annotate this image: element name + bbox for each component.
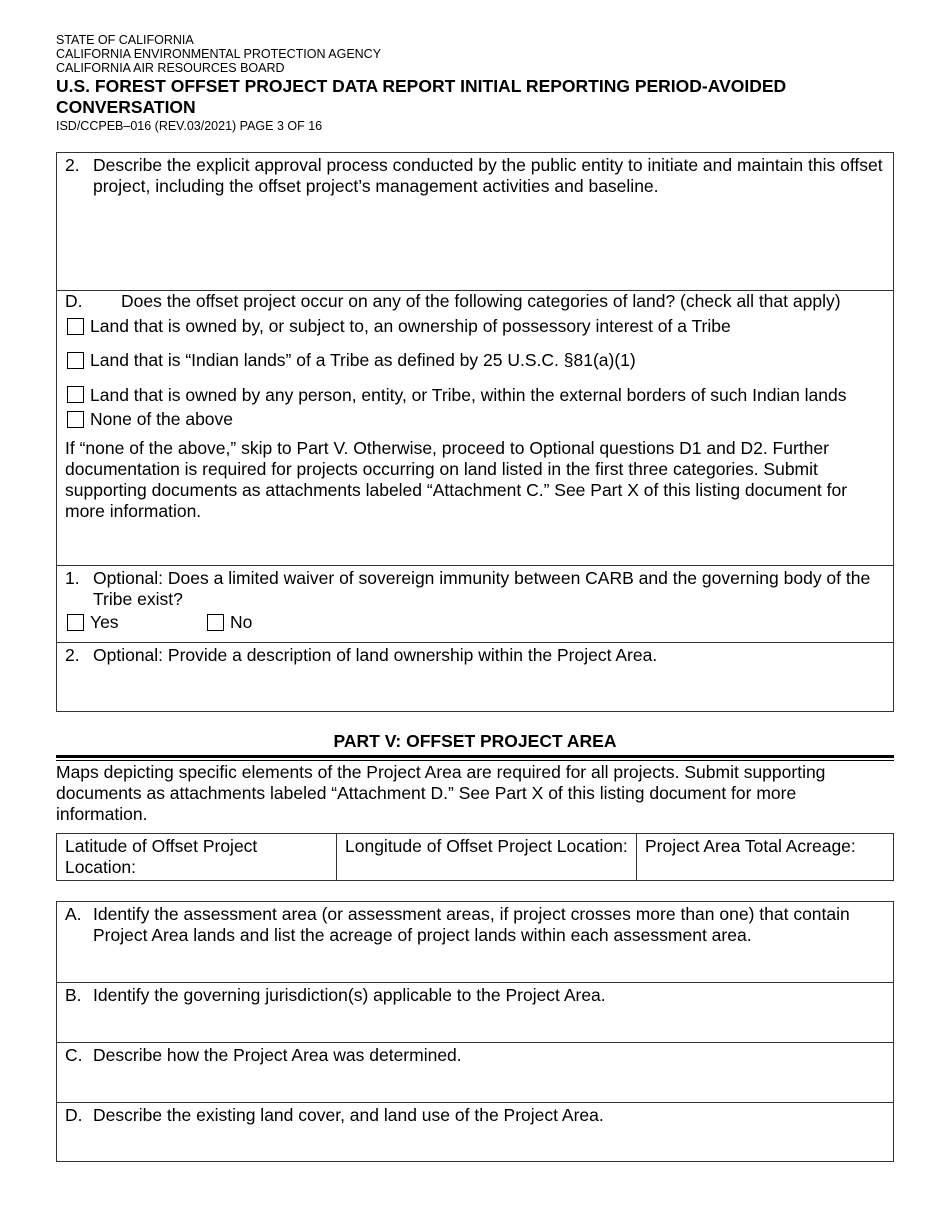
question-letter: B. — [65, 985, 82, 1005]
land-option-indian-lands[interactable] — [65, 350, 885, 371]
form-number: ISD/CCPEB–016 (REV.03/2021) PAGE 3 OF 16 — [56, 119, 323, 133]
acreage-field[interactable] — [637, 834, 894, 881]
question-letter: D. — [65, 1105, 83, 1125]
question-number: 2. — [65, 155, 80, 175]
checkbox-icon[interactable] — [67, 411, 84, 428]
question-text: Optional: Does a limited waiver of sovereign immunity between CARB and the governing body of the Tribe exist? — [93, 568, 871, 609]
question-number: 2. — [65, 645, 80, 665]
land-option-within-borders[interactable] — [65, 384, 885, 406]
question-text: Describe the existing land cover, and land use of the Project Area. — [93, 1105, 604, 1125]
question-d2-row[interactable] — [57, 643, 893, 711]
question-text: Optional: Provide a description of land ownership within the Project Area. — [93, 645, 658, 665]
option-no[interactable] — [205, 612, 252, 633]
checkbox-label: Land that is owned by, or subject to, an ownership of possessory interest of a Tribe — [90, 316, 731, 336]
option-label: Yes — [90, 612, 119, 632]
question-b-row[interactable] — [57, 983, 893, 1043]
question-c2-row[interactable] — [57, 153, 893, 291]
divider-thin — [56, 760, 894, 761]
checkbox-icon[interactable] — [67, 352, 84, 369]
checkbox-label: Land that is “Indian lands” of a Tribe as defined by 25 U.S.C. §81(a)(1) — [90, 350, 636, 370]
form-title: U.S. FOREST OFFSET PROJECT DATA REPORT INITIAL REPORTING PERIOD-AVOIDED CONVERSATION — [56, 76, 787, 117]
agency-line-epa: CALIFORNIA ENVIRONMENTAL PROTECTION AGENCY — [56, 47, 382, 61]
part-v-questions-box — [56, 901, 894, 1162]
question-d-row[interactable] — [57, 1103, 893, 1161]
latitude-label: Latitude of Offset Project Location: — [65, 836, 258, 877]
section-d-letter: D. — [65, 291, 83, 311]
part-v-intro: Maps depicting specific elements of the Project Area are required for all projects. Submit supporting documents as attachments labeled “Attachment D.” See Part X of this listing document for more information. — [56, 762, 826, 824]
divider-thick — [56, 755, 894, 758]
checkbox-label: Land that is owned by any person, entity, or Tribe, within the external borders of such Indian lands — [90, 385, 847, 405]
checkbox-icon[interactable] — [207, 614, 224, 631]
question-letter: A. — [65, 904, 82, 924]
question-text: Describe how the Project Area was determined. — [93, 1045, 462, 1065]
checkbox-icon[interactable] — [67, 614, 84, 631]
agency-line-state: STATE OF CALIFORNIA — [56, 33, 194, 47]
option-yes[interactable] — [65, 612, 205, 633]
section-d-question: Does the offset project occur on any of the following categories of land? (check all that apply) — [121, 291, 841, 311]
question-c-row[interactable] — [57, 1043, 893, 1103]
latitude-field[interactable] — [57, 834, 337, 881]
checkbox-icon[interactable] — [67, 386, 84, 403]
question-number: 1. — [65, 568, 80, 588]
checkbox-label: None of the above — [90, 409, 234, 429]
acreage-label: Project Area Total Acreage: — [645, 836, 856, 856]
section-c-d-box — [56, 152, 894, 712]
checkbox-icon[interactable] — [67, 318, 84, 335]
form-header — [56, 33, 896, 134]
land-option-tribe-interest[interactable] — [65, 316, 885, 337]
question-d1-row — [57, 566, 893, 643]
project-location-table — [56, 833, 894, 881]
question-text: Identify the governing jurisdiction(s) applicable to the Project Area. — [93, 985, 606, 1005]
section-d-instructions: If “none of the above,” skip to Part V. Otherwise, proceed to Optional questions D1 and D2. Further documentation is required for projects occurring on land listed in the first three categories. Submit supporting documents as attachments labeled “Attachment C.” See Part X of this listing document for more information. — [65, 438, 848, 521]
section-d-row — [57, 291, 893, 566]
land-option-none[interactable] — [65, 409, 885, 430]
question-text: Describe the explicit approval process conducted by the public entity to initiate and maintain this offset project, including the offset project’s management activities and baseline. — [93, 155, 883, 196]
question-letter: C. — [65, 1045, 83, 1065]
longitude-label: Longitude of Offset Project Location: — [345, 836, 628, 856]
longitude-field[interactable] — [337, 834, 637, 881]
part-v-title: PART V: OFFSET PROJECT AREA — [333, 731, 617, 751]
agency-line-arb: CALIFORNIA AIR RESOURCES BOARD — [56, 61, 285, 75]
question-text: Identify the assessment area (or assessment areas, if project crosses more than one) that contain Project Area lands and list the acreage of project lands within each assessment area. — [93, 904, 850, 945]
question-a-row[interactable] — [57, 902, 893, 983]
option-label: No — [230, 612, 253, 632]
